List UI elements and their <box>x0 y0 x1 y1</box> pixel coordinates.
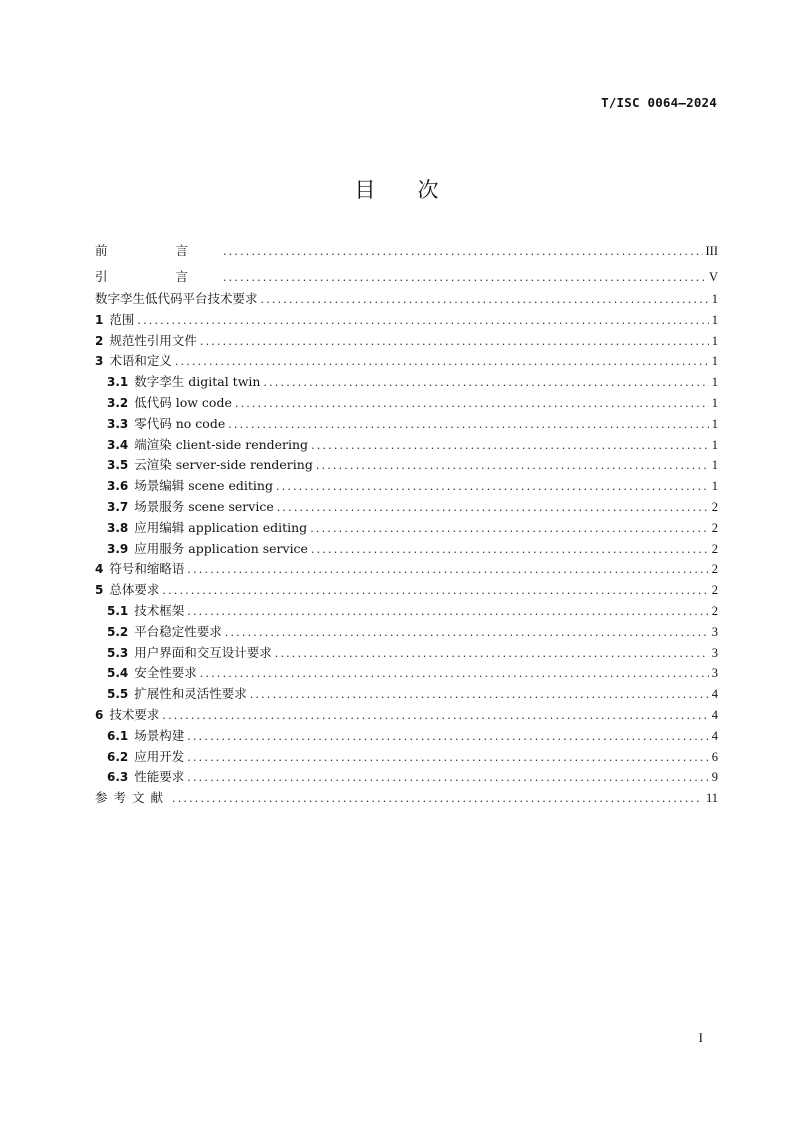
toc-entry[interactable] <box>95 663 718 684</box>
toc-leader-dots <box>175 352 709 373</box>
toc-entry-label: 应用服务 application service <box>134 540 308 556</box>
toc-leader-dots <box>187 768 708 789</box>
toc-entry-page: 2 <box>711 499 718 514</box>
toc-entry-page: 1 <box>711 375 718 390</box>
toc-entry-number: 3.9 <box>107 541 129 556</box>
toc-leader-dots <box>200 332 709 353</box>
toc-entry-label: 总体要求 <box>109 582 160 598</box>
toc-entry-page: 2 <box>711 603 718 618</box>
toc-entry[interactable] <box>95 643 718 664</box>
toc-entry[interactable] <box>95 331 718 352</box>
toc-entry-number: 3.6 <box>107 479 129 494</box>
toc-leader-dots <box>310 519 709 540</box>
toc-entry-label: 性能要求 <box>134 769 185 785</box>
toc-entry-label: 引 言 <box>95 268 220 284</box>
toc-entry-number: 3.3 <box>107 416 129 431</box>
toc-entry-label: 术语和定义 <box>109 353 172 369</box>
toc-entry[interactable] <box>95 414 718 435</box>
toc-leader-dots <box>276 477 709 498</box>
toc-entry-number: 3.8 <box>107 520 129 535</box>
toc-entry-page: 3 <box>711 624 718 639</box>
toc-entry-number: 4 <box>95 562 104 577</box>
toc-entry[interactable] <box>95 518 718 539</box>
toc-entry[interactable] <box>95 238 718 264</box>
toc-entry-label: 符号和缩略语 <box>109 561 185 577</box>
toc-entry-number: 3.1 <box>107 375 129 390</box>
toc-entry-label: 平台稳定性要求 <box>134 623 222 639</box>
toc-entry-page: 2 <box>711 520 718 535</box>
toc-entry-label: 数字孪生 digital twin <box>134 374 261 390</box>
toc-entry-page: 3 <box>711 666 718 681</box>
toc-entry-number: 3.7 <box>107 499 129 514</box>
toc-entry-page: 1 <box>711 312 718 327</box>
toc-entry-number: 5.4 <box>107 666 129 681</box>
toc-entry-number: 5.1 <box>107 603 129 618</box>
toc-entry-label: 安全性要求 <box>134 665 197 681</box>
toc-entry-page: 1 <box>711 395 718 410</box>
table-of-contents <box>95 238 718 809</box>
toc-leader-dots <box>277 498 709 519</box>
toc-entry-number: 5.3 <box>107 645 129 660</box>
toc-entry-label: 技术框架 <box>134 602 185 618</box>
toc-entry-label: 低代码 low code <box>134 394 232 410</box>
toc-entry-label: 范围 <box>109 311 135 327</box>
toc-entry-number: 2 <box>95 333 104 348</box>
toc-leader-dots <box>223 239 703 265</box>
toc-entry-page: 3 <box>711 645 718 660</box>
toc-entry-number: 6.1 <box>107 728 129 743</box>
toc-entry[interactable] <box>95 726 718 747</box>
toc-entry-page: 2 <box>711 562 718 577</box>
toc-entry-number: 5.5 <box>107 687 129 702</box>
toc-leader-dots <box>235 394 709 415</box>
page-title: 目 次 <box>354 178 439 202</box>
toc-entry-label: 规范性引用文件 <box>109 332 197 348</box>
toc-entry[interactable] <box>95 393 718 414</box>
toc-entry-label: 场景编辑 scene editing <box>134 478 273 494</box>
toc-entry-number: 3.4 <box>107 437 129 452</box>
toc-entry-number: 1 <box>95 312 104 327</box>
toc-entry[interactable] <box>95 497 718 518</box>
toc-entry-page: 4 <box>711 728 718 743</box>
toc-entry[interactable] <box>95 435 718 456</box>
toc-entry[interactable] <box>95 372 718 393</box>
toc-leader-dots <box>228 415 709 436</box>
toc-entry-label: 云渲染 server-side rendering <box>134 457 313 473</box>
toc-entry-page: 9 <box>711 770 718 785</box>
toc-entry[interactable] <box>95 767 718 788</box>
toc-entry-page: 1 <box>711 479 718 494</box>
toc-entry[interactable] <box>95 476 718 497</box>
toc-entry-page: 2 <box>711 583 718 598</box>
toc-entry[interactable] <box>95 559 718 580</box>
toc-entry-label: 场景构建 <box>134 727 185 743</box>
toc-entry-page: 2 <box>711 541 718 556</box>
toc-leader-dots <box>223 265 706 291</box>
toc-leader-dots <box>200 664 709 685</box>
toc-entry[interactable] <box>95 747 718 768</box>
toc-entry-page: 1 <box>711 437 718 452</box>
toc-entry-number: 3.2 <box>107 395 129 410</box>
toc-entry[interactable] <box>95 684 718 705</box>
toc-entry-number: 5 <box>95 583 104 598</box>
toc-entry-page: 4 <box>711 687 718 702</box>
toc-entry-page: 1 <box>711 416 718 431</box>
toc-entry[interactable] <box>95 539 718 560</box>
toc-entry[interactable] <box>95 310 718 331</box>
toc-entry-label: 端渲染 client-side rendering <box>134 436 309 452</box>
toc-leader-dots <box>250 685 709 706</box>
toc-entry-label: 应用开发 <box>134 748 185 764</box>
toc-entry-number: 3 <box>95 354 104 369</box>
toc-entry-label: 场景服务 scene service <box>134 498 274 514</box>
toc-entry[interactable] <box>95 705 718 726</box>
toc-entry-label: 技术要求 <box>109 706 160 722</box>
toc-entry-page: 4 <box>711 707 718 722</box>
toc-entry-page: III <box>705 244 718 258</box>
toc-leader-dots <box>261 290 709 311</box>
toc-leader-dots <box>162 581 708 602</box>
toc-entry[interactable] <box>95 264 718 290</box>
toc-entry-label: 数字孪生低代码平台技术要求 <box>95 291 258 306</box>
toc-entry-label: 前 言 <box>95 243 220 258</box>
toc-leader-dots <box>187 727 708 748</box>
toc-entry-number: 6.2 <box>107 749 129 764</box>
toc-leader-dots <box>137 311 708 332</box>
toc-entry-page: 1 <box>711 354 718 369</box>
toc-leader-dots <box>162 706 708 727</box>
page-number: I <box>698 1030 703 1045</box>
toc-leader-dots <box>275 644 709 665</box>
toc-entry-label: 参考文献 <box>95 790 170 806</box>
toc-leader-dots <box>187 602 708 623</box>
toc-leader-dots <box>187 748 708 769</box>
toc-entry-page: 1 <box>711 458 718 473</box>
toc-entry[interactable] <box>95 788 718 809</box>
standard-code: T/ISC 0064—2024 <box>601 95 717 110</box>
toc-leader-dots <box>316 456 709 477</box>
toc-entry-page: 1 <box>711 333 718 348</box>
toc-entry-page: 6 <box>711 749 718 764</box>
toc-entry[interactable] <box>95 622 718 643</box>
toc-leader-dots <box>187 560 708 581</box>
toc-leader-dots <box>225 623 709 644</box>
toc-entry-label: 零代码 no code <box>134 415 226 431</box>
toc-entry[interactable] <box>95 455 718 476</box>
toc-leader-dots <box>172 789 703 810</box>
toc-entry[interactable] <box>95 601 718 622</box>
toc-entry-label: 用户界面和交互设计要求 <box>134 644 272 660</box>
toc-leader-dots <box>311 436 709 457</box>
toc-entry-number: 3.5 <box>107 458 129 473</box>
toc-entry-page: 11 <box>705 791 718 806</box>
toc-entry-page: V <box>708 269 718 284</box>
toc-leader-dots <box>311 540 709 561</box>
toc-entry-label: 应用编辑 application editing <box>134 519 308 535</box>
toc-entry[interactable] <box>95 580 718 601</box>
toc-entry-number: 6.3 <box>107 770 129 785</box>
toc-entry-number: 6 <box>95 707 104 722</box>
toc-entry-label: 扩展性和灵活性要求 <box>134 686 247 702</box>
toc-entry-number: 5.2 <box>107 624 129 639</box>
toc-entry-page: 1 <box>711 292 718 306</box>
toc-leader-dots <box>263 373 708 394</box>
toc-entry[interactable] <box>95 289 718 310</box>
toc-entry[interactable] <box>95 351 718 372</box>
